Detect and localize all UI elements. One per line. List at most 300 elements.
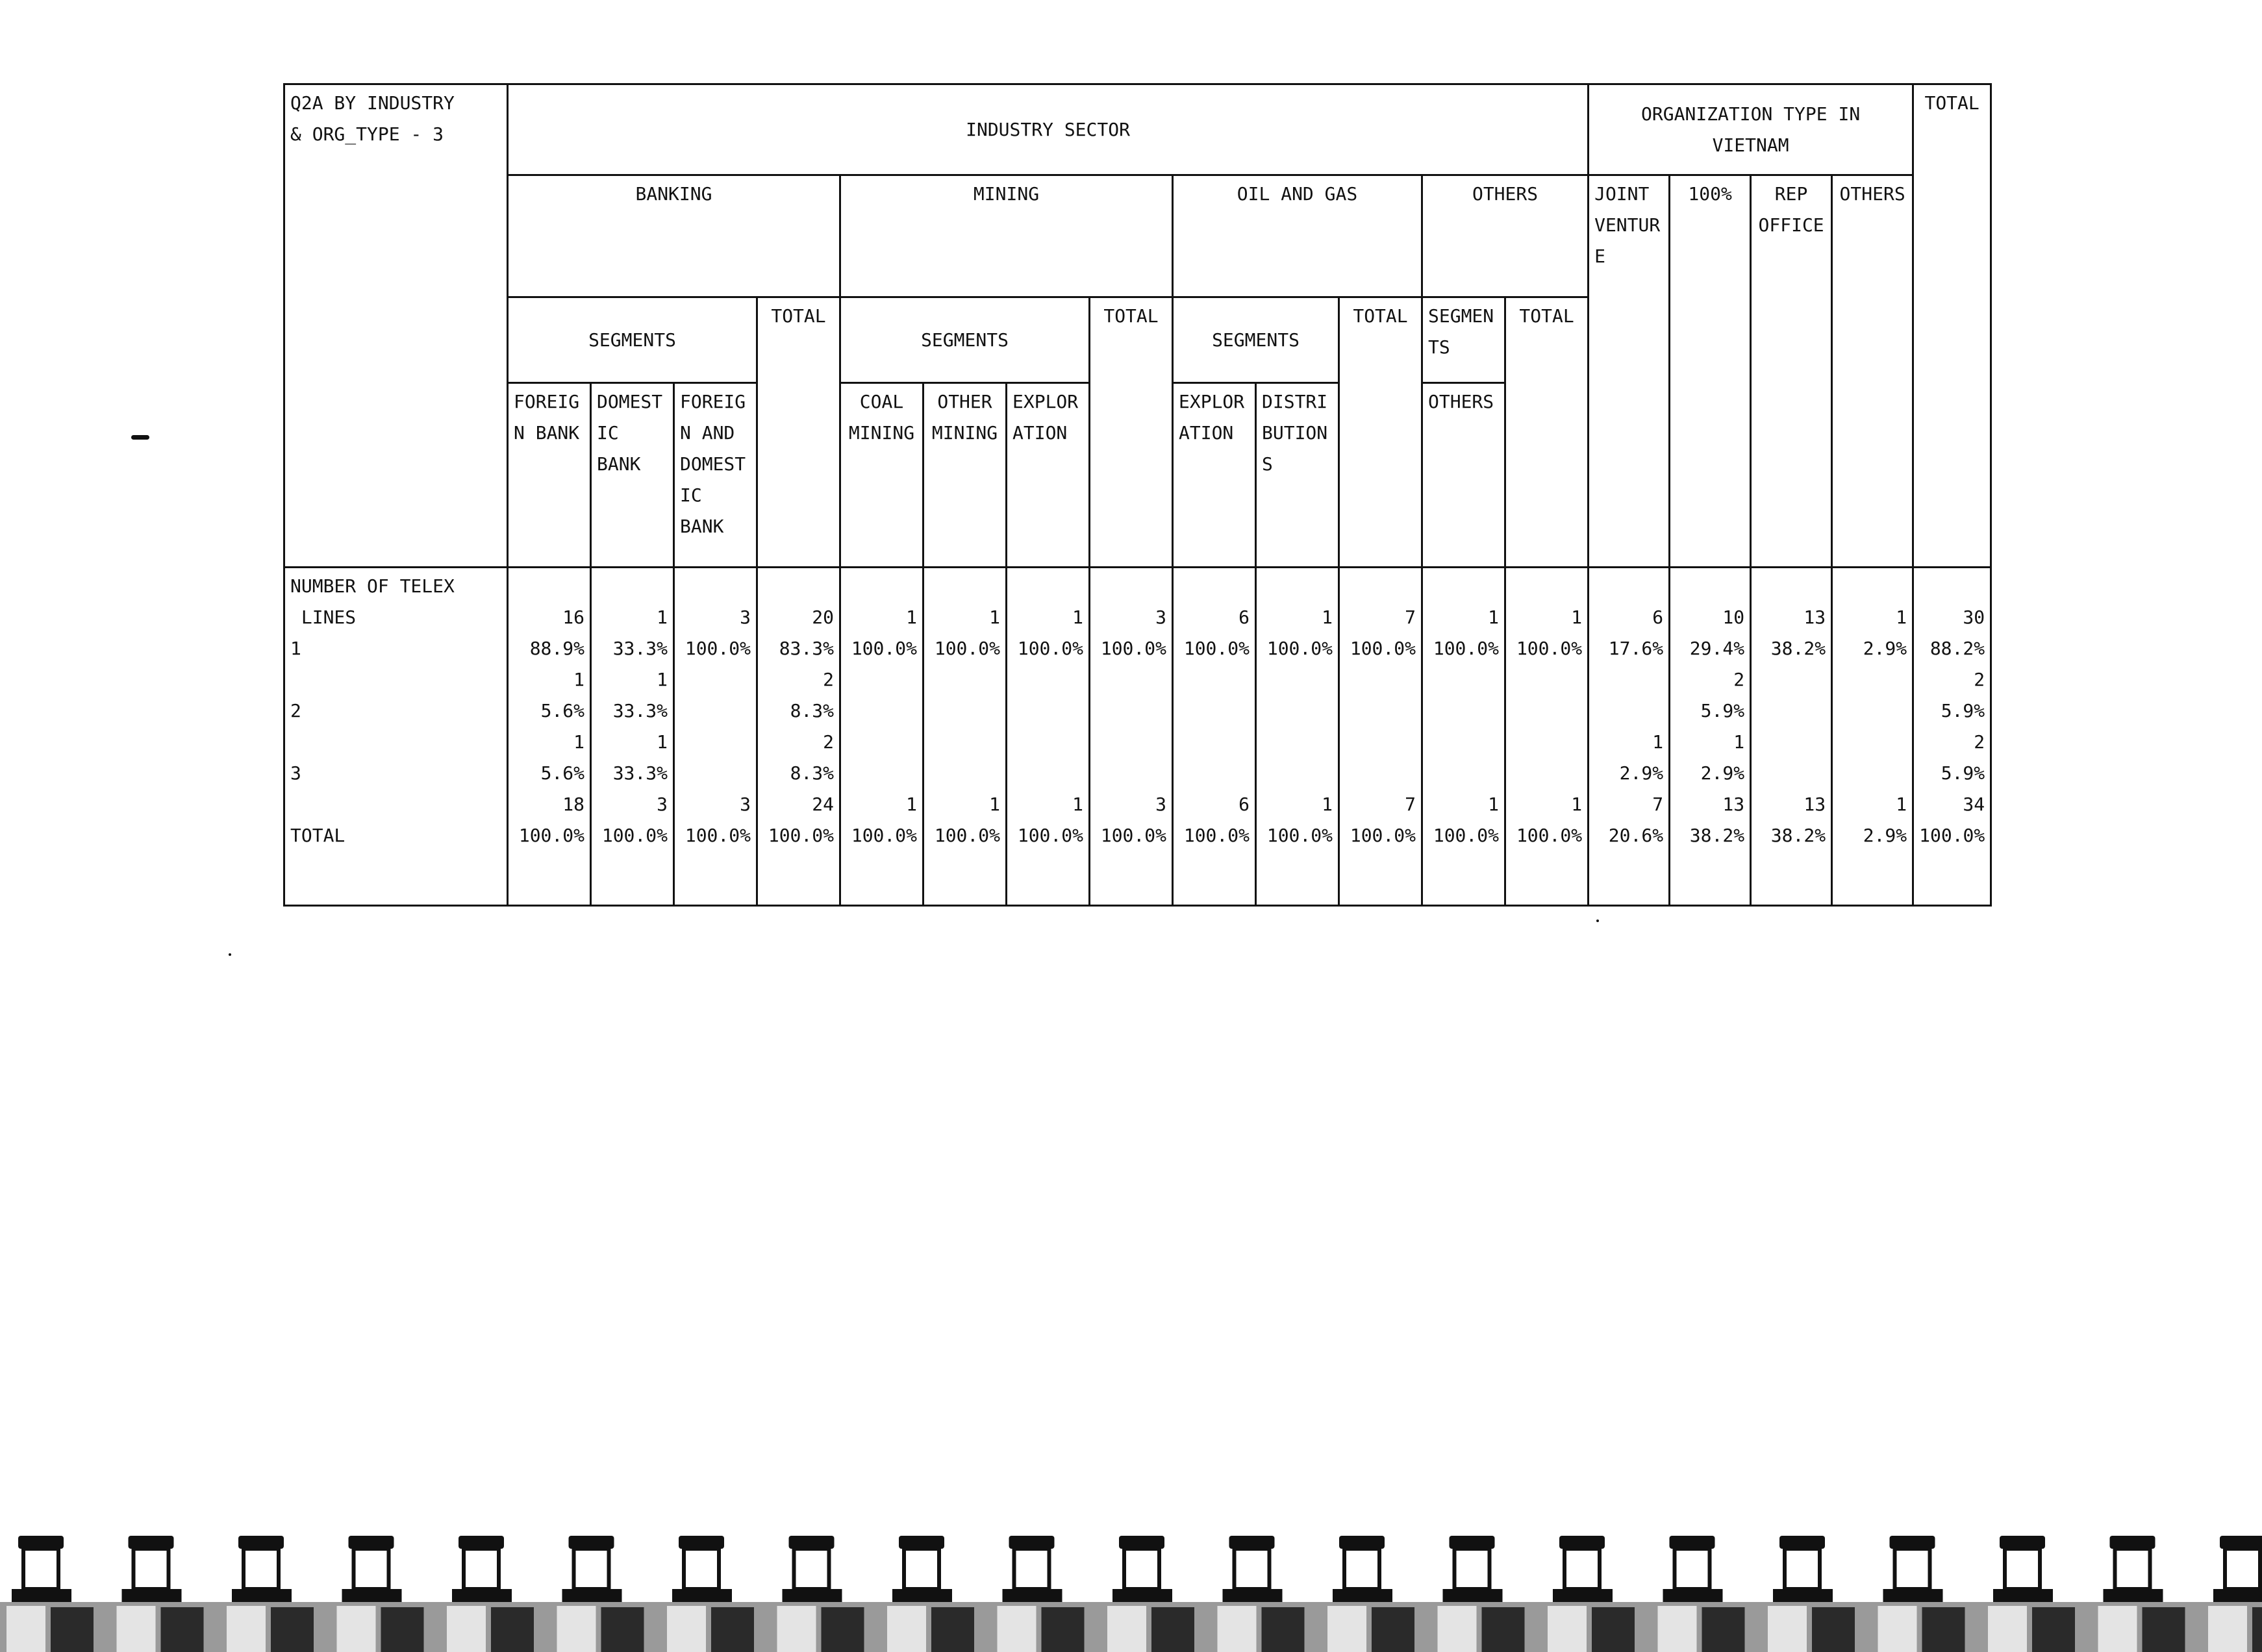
binding-panel: [117, 1606, 156, 1652]
binding-hole: [1702, 1607, 1745, 1652]
binding-ring-base: [1333, 1589, 1392, 1602]
count-value: 2: [1974, 669, 1985, 690]
binding-ring-base: [562, 1589, 622, 1602]
count-value: [929, 664, 1000, 695]
percent-value: 33.3%: [612, 638, 668, 659]
count-value: 1: [1652, 731, 1664, 753]
segment-oil-exploration: [1173, 383, 1256, 568]
percent-value: [680, 758, 751, 789]
percent-value: [1012, 758, 1083, 789]
segment-coal-mining: [840, 383, 924, 568]
binding-ring-base: [783, 1589, 842, 1602]
binding-hole: [2143, 1607, 2185, 1652]
percent-value: 100.0%: [1433, 638, 1499, 659]
org-type-label: REP OFFICE: [1758, 183, 1824, 236]
binding-panel: [1768, 1606, 1807, 1652]
grand-total-label: TOTAL: [1924, 92, 1979, 114]
percent-value: 100.0%: [1183, 638, 1250, 659]
binding-panel: [1988, 1606, 2027, 1652]
count-value: 1: [657, 669, 668, 690]
corner-label-cell: [284, 84, 508, 568]
data-column: [1913, 568, 1991, 906]
oil-gas-total-header: [1339, 297, 1422, 568]
count-value: [1838, 664, 1907, 695]
binding-hole: [1151, 1607, 1194, 1652]
count-value: 1: [1896, 607, 1907, 628]
count-value: 1: [573, 669, 584, 690]
percent-value: 5.9%: [1700, 700, 1745, 721]
count-value: 34: [1963, 794, 1985, 815]
corner-label: Q2A BY INDUSTRY & ORG_TYPE - 3: [290, 92, 455, 145]
percent-value: 5.9%: [1941, 762, 1985, 784]
binding-ring-body: [1565, 1549, 1600, 1589]
binding-panel: [1327, 1606, 1366, 1652]
count-value: 1: [657, 607, 668, 628]
count-value: 6: [1652, 607, 1664, 628]
mining-label: MINING: [973, 183, 1040, 205]
percent-value: 100.0%: [685, 638, 751, 659]
count-value: [846, 727, 917, 758]
segment-other-mining: [924, 383, 1007, 568]
count-value: 1: [573, 731, 584, 753]
count-value: [1179, 727, 1250, 758]
binding-hole: [601, 1607, 644, 1652]
banking-label: BANKING: [635, 183, 712, 205]
count-value: [846, 664, 917, 695]
segment-label: FOREIG N BANK: [514, 391, 580, 444]
total-label: TOTAL: [771, 305, 826, 327]
percent-value: 2.9%: [1619, 762, 1664, 784]
segment-label: OTHERS: [1428, 391, 1494, 412]
count-value: [1757, 664, 1826, 695]
data-column: [1751, 568, 1832, 906]
binding-hole: [491, 1607, 534, 1652]
percent-value: [1511, 758, 1582, 789]
segment-label: FOREIG N AND DOMEST IC BANK: [680, 391, 746, 537]
count-value: [1262, 727, 1333, 758]
segments-label: SEGMEN TS: [1428, 305, 1494, 358]
segment-label: OTHER MINING: [931, 391, 998, 444]
others-segments-header: [1422, 297, 1505, 383]
binding-ring-base: [1003, 1589, 1062, 1602]
count-value: 20: [812, 607, 834, 628]
percent-value: 100.0%: [851, 638, 917, 659]
count-value: [1179, 664, 1250, 695]
oil-gas-header: [1173, 175, 1422, 297]
others-sector-header: [1422, 175, 1589, 297]
count-value: 7: [1405, 794, 1416, 815]
count-value: 6: [1238, 607, 1250, 628]
percent-value: 100.0%: [1350, 825, 1416, 846]
data-column: [1339, 568, 1422, 906]
count-value: 16: [562, 607, 584, 628]
count-value: [1511, 727, 1582, 758]
count-value: 3: [740, 607, 751, 628]
binding-ring-body: [23, 1549, 58, 1589]
percent-value: 5.9%: [1941, 700, 1985, 721]
percent-value: 8.3%: [790, 762, 834, 784]
percent-value: [1262, 758, 1333, 789]
binding-panel: [6, 1606, 45, 1652]
segment-foreign-bank: [508, 383, 591, 568]
count-value: 18: [562, 794, 584, 815]
percent-value: 100.0%: [1516, 638, 1583, 659]
percent-value: 2.9%: [1863, 638, 1907, 659]
telex-lines-row: [284, 568, 1991, 906]
count-value: [1012, 664, 1083, 695]
binding-panel: [1548, 1606, 1587, 1652]
percent-value: 20.6%: [1608, 825, 1664, 846]
percent-value: 100.0%: [1919, 825, 1985, 846]
spiral-binding-graphic: [0, 1529, 2262, 1652]
percent-value: 88.9%: [529, 638, 584, 659]
banking-header: [508, 175, 840, 297]
count-value: 3: [1155, 794, 1166, 815]
percent-value: [1096, 758, 1166, 789]
binding-ring-body: [1124, 1549, 1159, 1589]
segment-mining-exploration: [1007, 383, 1090, 568]
binding-ring-base: [1223, 1589, 1283, 1602]
binding-panel: [998, 1606, 1037, 1652]
oil-gas-label: OIL AND GAS: [1237, 183, 1358, 205]
binding-ring-base: [12, 1589, 71, 1602]
industry-sector-label: INDUSTRY SECTOR: [966, 118, 1130, 140]
data-column: [1670, 568, 1751, 906]
data-column: [1832, 568, 1913, 906]
percent-value: 100.0%: [851, 825, 917, 846]
count-value: 1: [989, 607, 1000, 628]
percent-value: 100.0%: [1100, 825, 1166, 846]
percent-value: 5.6%: [540, 762, 584, 784]
binding-hole: [1922, 1607, 1965, 1652]
binding-panel: [1438, 1606, 1477, 1652]
row-label-total: TOTAL: [290, 825, 346, 846]
percent-value: [1838, 695, 1907, 727]
percent-value: 100.0%: [1433, 825, 1499, 846]
percent-value: 17.6%: [1608, 638, 1664, 659]
count-value: 2: [1974, 731, 1985, 753]
percent-value: 100.0%: [601, 825, 668, 846]
percent-value: [846, 758, 917, 789]
count-value: [929, 727, 1000, 758]
org-type-rep-office: [1751, 175, 1832, 568]
count-value: [1838, 727, 1907, 758]
percent-value: 100.0%: [1266, 638, 1333, 659]
percent-value: 33.3%: [612, 700, 668, 721]
binding-ring-base: [1993, 1589, 2053, 1602]
org-type-label: 100%: [1688, 183, 1732, 205]
count-value: 3: [657, 794, 668, 815]
count-value: 1: [1322, 607, 1333, 628]
org-type-100-percent: [1670, 175, 1751, 568]
row-label-2: 2: [290, 700, 301, 721]
percent-value: [1262, 695, 1333, 727]
org-type-label: OTHERS: [1839, 183, 1905, 205]
percent-value: 88.2%: [1929, 638, 1985, 659]
binding-ring-base: [1553, 1589, 1613, 1602]
percent-value: 38.2%: [1689, 825, 1745, 846]
count-value: 24: [812, 794, 834, 815]
segment-foreign-domestic-bank: [674, 383, 757, 568]
binding-ring-body: [1455, 1549, 1490, 1589]
binding-ring-body: [1895, 1549, 1930, 1589]
percent-value: 100.0%: [685, 825, 751, 846]
binding-ring-body: [1344, 1549, 1379, 1589]
count-value: 1: [989, 794, 1000, 815]
percent-value: [1179, 695, 1250, 727]
data-column: [1090, 568, 1173, 906]
binding-ring-body: [904, 1549, 939, 1589]
binding-ring-body: [134, 1549, 169, 1589]
percent-value: 29.4%: [1689, 638, 1745, 659]
banking-segments-header: [508, 297, 757, 383]
percent-value: 83.3%: [779, 638, 834, 659]
percent-value: [680, 695, 751, 727]
binding-panel: [557, 1606, 596, 1652]
binding-ring-base: [2213, 1589, 2262, 1602]
data-column: [1007, 568, 1090, 906]
binding-hole: [822, 1607, 864, 1652]
count-value: [1262, 664, 1333, 695]
percent-value: [1428, 758, 1499, 789]
binding-panel: [777, 1606, 816, 1652]
count-value: 1: [1072, 607, 1083, 628]
segments-label: SEGMENTS: [1212, 329, 1300, 351]
percent-value: 100.0%: [1266, 825, 1333, 846]
data-column: [924, 568, 1007, 906]
total-label: TOTAL: [1353, 305, 1408, 327]
binding-ring-body: [2005, 1549, 2040, 1589]
count-value: 1: [1488, 607, 1499, 628]
binding-ring-base: [232, 1589, 292, 1602]
binding-hole: [711, 1607, 754, 1652]
count-value: 1: [1571, 607, 1583, 628]
percent-value: [929, 695, 1000, 727]
percent-value: [1345, 758, 1416, 789]
binding-ring-base: [1112, 1589, 1172, 1602]
binding-ring-base: [452, 1589, 512, 1602]
count-value: 1: [1896, 794, 1907, 815]
count-value: [1428, 727, 1499, 758]
grand-total-header: [1913, 84, 1991, 568]
org-type-others: [1832, 175, 1913, 568]
count-value: 2: [823, 669, 834, 690]
binding-panel: [1218, 1606, 1257, 1652]
binding-hole: [1262, 1607, 1305, 1652]
data-column: [1505, 568, 1589, 906]
segments-label: SEGMENTS: [921, 329, 1009, 351]
binding-panel: [1107, 1606, 1146, 1652]
percent-value: 100.0%: [1100, 638, 1166, 659]
percent-value: 100.0%: [934, 825, 1000, 846]
count-value: [1096, 727, 1166, 758]
count-value: 3: [740, 794, 751, 815]
banking-total-header: [757, 297, 840, 568]
binding-hole: [2252, 1607, 2262, 1652]
mining-header: [840, 175, 1173, 297]
binding-hole: [1812, 1607, 1855, 1652]
percent-value: [1179, 758, 1250, 789]
binding-panel: [1878, 1606, 1917, 1652]
count-value: 2: [1733, 669, 1745, 690]
count-value: 3: [1155, 607, 1166, 628]
binding-panel: [2208, 1606, 2247, 1652]
others-total-header: [1505, 297, 1589, 568]
count-value: [1012, 727, 1083, 758]
count-value: [1345, 664, 1416, 695]
count-value: 1: [1571, 794, 1583, 815]
binding-ring-body: [1675, 1549, 1710, 1589]
percent-value: 100.0%: [1350, 638, 1416, 659]
segment-others: [1422, 383, 1505, 568]
data-column: [508, 568, 591, 906]
oil-gas-segments-header: [1173, 297, 1339, 383]
count-value: 6: [1238, 794, 1250, 815]
percent-value: 100.0%: [934, 638, 1000, 659]
binding-hole: [2032, 1607, 2075, 1652]
segments-label: SEGMENTS: [588, 329, 676, 351]
binding-ring-body: [1235, 1549, 1270, 1589]
binding-ring-base: [342, 1589, 402, 1602]
row-label-title: NUMBER OF TELEX LINES: [290, 575, 455, 628]
binding-ring-body: [2115, 1549, 2150, 1589]
scan-speck: [1596, 920, 1599, 922]
binding-hole: [161, 1607, 204, 1652]
count-value: 7: [1405, 607, 1416, 628]
binding-panel: [887, 1606, 926, 1652]
data-column: [1589, 568, 1670, 906]
crosstab-table: [283, 83, 1992, 907]
data-column: [674, 568, 757, 906]
row-label-1: 1: [290, 638, 301, 659]
count-value: [680, 727, 751, 758]
binding-panel: [2098, 1606, 2137, 1652]
binding-hole: [271, 1607, 314, 1652]
percent-value: 100.0%: [518, 825, 584, 846]
binding-ring-base: [1443, 1589, 1503, 1602]
data-column: [1422, 568, 1505, 906]
binding-panel: [447, 1606, 486, 1652]
binding-ring-body: [684, 1549, 719, 1589]
percent-value: [1757, 695, 1826, 727]
count-value: [1345, 727, 1416, 758]
binding-panel: [337, 1606, 376, 1652]
percent-value: 2.9%: [1700, 762, 1745, 784]
binding-ring-base: [672, 1589, 732, 1602]
count-value: 13: [1722, 794, 1745, 815]
binding-ring-body: [2225, 1549, 2260, 1589]
row-label-3: 3: [290, 762, 301, 784]
percent-value: [1838, 758, 1907, 789]
binding-hole: [1592, 1607, 1635, 1652]
binding-ring-body: [1785, 1549, 1820, 1589]
binding-ring-body: [794, 1549, 829, 1589]
binding-ring-body: [1014, 1549, 1049, 1589]
percent-value: [1096, 695, 1166, 727]
count-value: 7: [1652, 794, 1664, 815]
others-sector-label: OTHERS: [1472, 183, 1539, 205]
percent-value: [846, 695, 917, 727]
count-value: 1: [1322, 794, 1333, 815]
count-value: 1: [906, 794, 917, 815]
count-value: [1757, 727, 1826, 758]
total-label: TOTAL: [1103, 305, 1159, 327]
count-value: 1: [1072, 794, 1083, 815]
data-column: [1173, 568, 1256, 906]
binding-panel: [227, 1606, 266, 1652]
percent-value: [1757, 758, 1826, 789]
count-value: [1594, 664, 1663, 695]
binding-ring-base: [1663, 1589, 1723, 1602]
org-type-header: [1589, 84, 1913, 175]
count-value: [1096, 664, 1166, 695]
percent-value: 100.0%: [1183, 825, 1250, 846]
binding-ring-base: [1773, 1589, 1833, 1602]
binding-panel: [667, 1606, 706, 1652]
percent-value: [1594, 695, 1663, 727]
total-label: TOTAL: [1519, 305, 1574, 327]
count-value: 1: [906, 607, 917, 628]
percent-value: 33.3%: [612, 762, 668, 784]
org-type-label: JOINT VENTUR E: [1594, 183, 1661, 267]
data-column: [840, 568, 924, 906]
mining-segments-header: [840, 297, 1090, 383]
scan-speck: [131, 435, 149, 440]
count-value: 13: [1803, 607, 1826, 628]
binding-ring-base: [2104, 1589, 2163, 1602]
count-value: 2: [823, 731, 834, 753]
count-value: 1: [657, 731, 668, 753]
binding-ring-body: [464, 1549, 499, 1589]
percent-value: 38.2%: [1770, 638, 1826, 659]
percent-value: [1511, 695, 1582, 727]
binding-ring-body: [574, 1549, 609, 1589]
binding-panel: [1658, 1606, 1697, 1652]
data-column: [1256, 568, 1339, 906]
binding-hole: [1482, 1607, 1525, 1652]
percent-value: 2.9%: [1863, 825, 1907, 846]
percent-value: 100.0%: [1017, 825, 1083, 846]
mining-total-header: [1090, 297, 1173, 568]
binding-ring-base: [892, 1589, 952, 1602]
count-value: 1: [1733, 731, 1745, 753]
industry-sector-header: [508, 84, 1589, 175]
segment-label: DISTRI BUTION S: [1262, 391, 1328, 475]
binding-hole: [931, 1607, 974, 1652]
count-value: [1428, 664, 1499, 695]
org-type-label: ORGANIZATION TYPE IN VIETNAM: [1641, 103, 1861, 156]
segment-label: COAL MINING: [848, 391, 915, 444]
percent-value: 100.0%: [768, 825, 834, 846]
binding-ring-body: [244, 1549, 279, 1589]
percent-value: [929, 758, 1000, 789]
percent-value: 100.0%: [1017, 638, 1083, 659]
percent-value: 100.0%: [1516, 825, 1583, 846]
org-type-joint-venture: [1589, 175, 1670, 568]
data-column: [591, 568, 674, 906]
segment-label: EXPLOR ATION: [1179, 391, 1245, 444]
scan-speck: [229, 953, 231, 956]
percent-value: [1012, 695, 1083, 727]
segment-label: DOMEST IC BANK: [597, 391, 663, 475]
percent-value: 5.6%: [540, 700, 584, 721]
count-value: 13: [1803, 794, 1826, 815]
data-column: [757, 568, 840, 906]
count-value: 1: [1488, 794, 1499, 815]
binding-ring-body: [354, 1549, 389, 1589]
binding-ring-base: [122, 1589, 182, 1602]
binding-ring-base: [1883, 1589, 1943, 1602]
